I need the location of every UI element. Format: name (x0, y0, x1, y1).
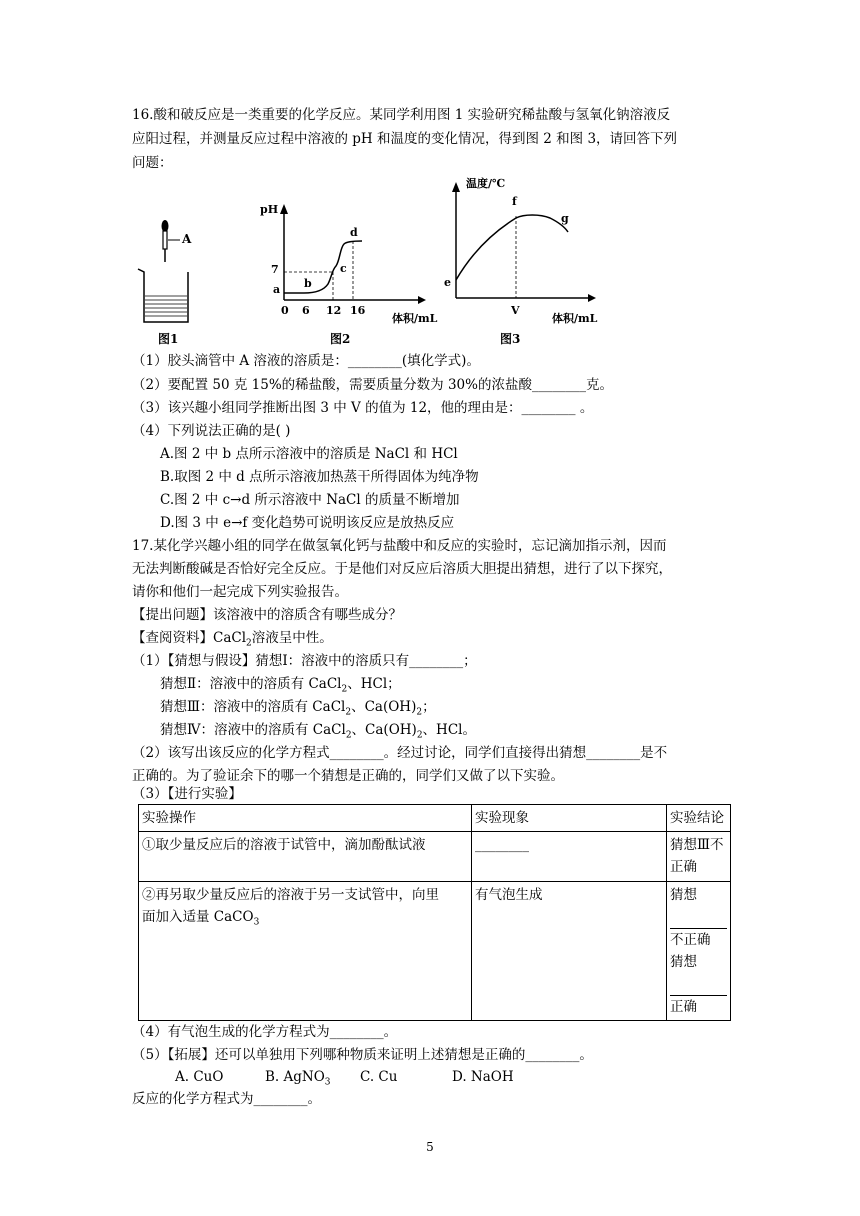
row1-phenomenon-blank: ________ (472, 832, 667, 882)
fig2-tick-0: 0 (281, 304, 289, 317)
figure-1-beaker (132, 214, 202, 346)
q17-line3: 请你和他们一起完成下列实验报告。 (132, 584, 348, 600)
q17-sub3: （3）【进行实验】 (132, 786, 242, 802)
q17-hypothesis-2: 猜想Ⅱ：溶液中的溶质有 CaCl$_2$、HCl； (160, 676, 401, 695)
experiment-table (138, 804, 731, 1021)
fig3-ylabel: 温度/℃ (466, 177, 506, 190)
q17-problem: 【提出问题】该溶液中的溶质含有哪些成分？ (132, 607, 402, 623)
table-row (139, 882, 731, 1021)
figure-3-temperature-chart (440, 172, 600, 312)
table-row (139, 832, 731, 882)
q17-option-d: D. NaOH (452, 1069, 514, 1085)
q16-option-a: A.图 2 中 b 点所示溶液中的溶质是 NaCl 和 HCl (160, 446, 458, 462)
fig1-caption: 图1 (158, 332, 179, 346)
q17-line2: 无法判断酸碱是否恰好完全反应。于是他们对反应后溶质大胆提出猜想，进行了以下探究， (132, 561, 672, 577)
q17-option-b: B. AgNO$_3$ (265, 1069, 331, 1088)
fig3-xlabel: 体积/mL (552, 312, 598, 325)
fig2-point-c: c (340, 262, 347, 275)
fig3-point-e: e (444, 276, 451, 289)
fig2-tick-7: 7 (271, 263, 279, 276)
row1-conclusion: 猜想Ⅲ不 正确 (667, 832, 731, 882)
q17-option-c: C. Cu (360, 1069, 398, 1085)
q17-hypothesis-3: 猜想Ⅲ：溶液中的溶质有 CaCl$_2$、$Ca(OH)_2$； (160, 699, 436, 718)
q17-hypothesis-1: （1）【猜想与假设】猜想Ⅰ：溶液中的溶质只有________； (132, 653, 477, 669)
fig2-ylabel: pH (260, 203, 279, 216)
table-header-phenomenon: 实验现象 (472, 805, 667, 832)
row2-operation: ②再另取少量反应后的溶液于另一支试管中，向里 面加入适量 CaCO$_3$ (139, 882, 472, 1021)
q17-info: 【查阅资料】CaCl$_2$溶液呈中性。 (132, 630, 333, 649)
q16-line2: 应阳过程，并测量反应过程中溶液的 pH 和温度的变化情况，得到图 2 和图 3，请回答下列 (132, 131, 678, 147)
q16-sub1: （1）胶头滴管中 A 溶液的溶质是：________(填化学式)。 (132, 353, 480, 369)
q17-sub2-line2: 正确的。为了验证余下的哪一个猜想是正确的，同学们又做了以下实验。 (132, 768, 564, 784)
row1-operation: ①取少量反应后的溶液于试管中，滴加酚酞试液 (139, 832, 472, 882)
q16-option-b: B.取图 2 中 d 点所示溶液加热蒸干所得固体为纯净物 (160, 469, 479, 485)
fig2-tick-12: 12 (326, 304, 342, 317)
fig2-tick-6: 6 (302, 304, 310, 317)
q16-line3: 问题： (132, 155, 173, 171)
q16-sub4: （4）下列说法正确的是( ) (132, 423, 291, 439)
q16-sub3: （3）该兴趣小组同学推断出图 3 中 V 的值为 12，他的理由是：________ 。 (132, 400, 594, 416)
q17-line1: 17.某化学兴趣小组的同学在做氢氧化钙与盐酸中和反应的实验时，忘记滴加指示剂，因而 (132, 538, 667, 554)
q17-sub2-line1: （2）该写出该反应的化学方程式________。经过讨论，同学们直接得出猜想________是不 (132, 745, 668, 761)
page-number: 5 (426, 1140, 434, 1154)
fig2-point-a: a (273, 283, 281, 296)
q17-sub5: （5）【拓展】还可以单独用下列哪种物质来证明上述猜想是正确的________。 (132, 1047, 593, 1063)
table-header-operation: 实验操作 (139, 805, 472, 832)
fig1-label-a: A (182, 232, 192, 246)
q16-option-c: C.图 2 中 c→d 所示溶液中 NaCl 的质量不断增加 (160, 492, 460, 508)
fig3-point-f: f (512, 195, 517, 208)
fig2-point-b: b (304, 277, 312, 290)
fig2-caption: 图2 (330, 332, 351, 346)
table-header-conclusion: 实验结论 (667, 805, 731, 832)
q17-option-a: A. CuO (175, 1069, 224, 1085)
q16-option-d: D.图 3 中 e→f 变化趋势可说明该反应是放热反应 (160, 515, 455, 531)
row2-conclusion: 猜想 不正确 猜想 正确 (667, 882, 731, 1021)
q17-last-line: 反应的化学方程式为________。 (132, 1091, 321, 1107)
row2-phenomenon: 有气泡生成 (472, 882, 667, 1021)
q17-hypothesis-4: 猜想Ⅳ：溶液中的溶质有 CaCl$_2$、$Ca(OH)_2$、HCl。 (160, 722, 476, 741)
fig2-tick-16: 16 (350, 304, 366, 317)
q17-sub4: （4）有气泡生成的化学方程式为________。 (132, 1024, 398, 1040)
fig3-caption: 图3 (500, 332, 521, 346)
fig3-point-g: g (561, 212, 569, 225)
q16-line1: 16.酸和破反应是一类重要的化学反应。某同学利用图 1 实验研究稀盐酸与氢氧化钠溶液反 (132, 107, 671, 123)
fig2-point-d: d (350, 226, 358, 239)
q16-sub2: （2）要配置 50 克 15%的稀盐酸，需要质量分数为 30%的浓盐酸________克。 (132, 377, 613, 393)
fig3-tick-v: V (511, 304, 520, 317)
fig2-xlabel: 体积/mL (392, 312, 438, 325)
